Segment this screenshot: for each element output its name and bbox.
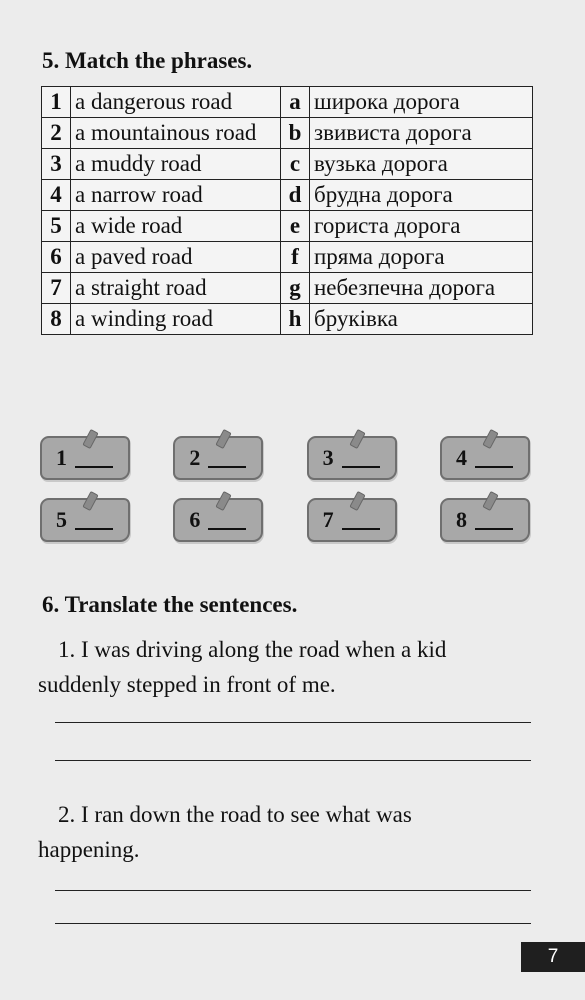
answer-blank[interactable] — [208, 510, 246, 530]
english-phrase: a narrow road — [71, 180, 281, 211]
answer-slots-row-2 — [40, 498, 530, 542]
sentence-text: 1. I was driving along the road when a kid — [58, 637, 447, 662]
pin-icon — [82, 429, 98, 449]
row-letter: g — [281, 273, 310, 304]
row-number: 6 — [42, 242, 71, 273]
row-letter: e — [281, 211, 310, 242]
row-letter: b — [281, 118, 310, 149]
ukrainian-phrase: вузька дорога — [310, 149, 533, 180]
row-letter: h — [281, 304, 310, 335]
table-row — [42, 211, 533, 242]
answer-blank[interactable] — [342, 448, 380, 468]
english-phrase: a muddy road — [71, 149, 281, 180]
pin-icon — [82, 491, 98, 511]
page-number: 7 — [521, 942, 585, 972]
row-letter: a — [281, 87, 310, 118]
row-number: 2 — [42, 118, 71, 149]
ukrainian-phrase: широка дорога — [310, 87, 533, 118]
answer-slot[interactable] — [440, 436, 530, 480]
slot-number: 4 — [455, 445, 467, 470]
ukrainian-phrase: пряма дорога — [310, 242, 533, 273]
section-6-title: 6. Translate the sentences. — [42, 592, 298, 617]
english-phrase: a mountainous road — [71, 118, 281, 149]
match-table — [41, 86, 533, 335]
slot-number: 6 — [189, 507, 201, 532]
answer-blank[interactable] — [342, 510, 380, 530]
row-letter: c — [281, 149, 310, 180]
slot-number: 1 — [56, 445, 67, 470]
section-5-title: 5. Match the phrases. — [42, 48, 253, 73]
answer-slot[interactable] — [307, 498, 397, 542]
answer-line[interactable] — [55, 890, 531, 891]
slot-number: 3 — [322, 445, 334, 470]
row-number: 5 — [42, 211, 71, 242]
english-phrase: a straight road — [71, 273, 281, 304]
table-row — [42, 149, 533, 180]
pin-icon — [216, 429, 232, 449]
pin-icon — [482, 429, 498, 449]
sentence-text: suddenly stepped in front of me. — [38, 672, 336, 697]
answer-line[interactable] — [55, 722, 531, 723]
table-row — [42, 118, 533, 149]
row-number: 7 — [42, 273, 71, 304]
slot-number: 2 — [189, 445, 201, 470]
answer-slot[interactable] — [40, 436, 130, 480]
answer-blank[interactable] — [475, 448, 513, 468]
slot-number: 8 — [455, 507, 467, 532]
answer-blank[interactable] — [208, 448, 246, 468]
row-number: 1 — [42, 87, 71, 118]
english-phrase: a winding road — [71, 304, 281, 335]
answer-slot[interactable] — [40, 498, 130, 542]
table-row — [42, 87, 533, 118]
answer-slots-row-1 — [40, 436, 530, 480]
english-phrase: a dangerous road — [71, 87, 281, 118]
answer-blank[interactable] — [475, 510, 513, 530]
english-phrase: a paved road — [71, 242, 281, 273]
answer-slot[interactable] — [307, 436, 397, 480]
pin-icon — [349, 491, 365, 511]
answer-blank[interactable] — [75, 510, 113, 530]
answer-slot[interactable] — [173, 436, 263, 480]
sentence-1 — [38, 632, 532, 702]
sentence-text: 2. I ran down the road to see what was — [58, 802, 412, 827]
ukrainian-phrase: бруківка — [310, 304, 533, 335]
row-number: 4 — [42, 180, 71, 211]
row-number: 3 — [42, 149, 71, 180]
sentence-text: happening. — [38, 837, 140, 862]
table-row — [42, 304, 533, 335]
ukrainian-phrase: небезпечна дорога — [310, 273, 533, 304]
table-row — [42, 180, 533, 211]
table-row — [42, 273, 533, 304]
answer-line[interactable] — [55, 923, 531, 924]
answer-slot[interactable] — [173, 498, 263, 542]
ukrainian-phrase: брудна дорога — [310, 180, 533, 211]
english-phrase: a wide road — [71, 211, 281, 242]
slot-number: 7 — [322, 507, 334, 532]
sentence-2 — [38, 797, 532, 867]
answer-blank[interactable] — [75, 448, 113, 468]
pin-icon — [482, 491, 498, 511]
row-letter: d — [281, 180, 310, 211]
pin-icon — [349, 429, 365, 449]
ukrainian-phrase: гориста дорога — [310, 211, 533, 242]
row-letter: f — [281, 242, 310, 273]
row-number: 8 — [42, 304, 71, 335]
answer-slot[interactable] — [440, 498, 530, 542]
pin-icon — [216, 491, 232, 511]
table-row — [42, 242, 533, 273]
slot-number: 5 — [56, 507, 67, 532]
ukrainian-phrase: звивиста дорога — [310, 118, 533, 149]
answer-line[interactable] — [55, 760, 531, 761]
